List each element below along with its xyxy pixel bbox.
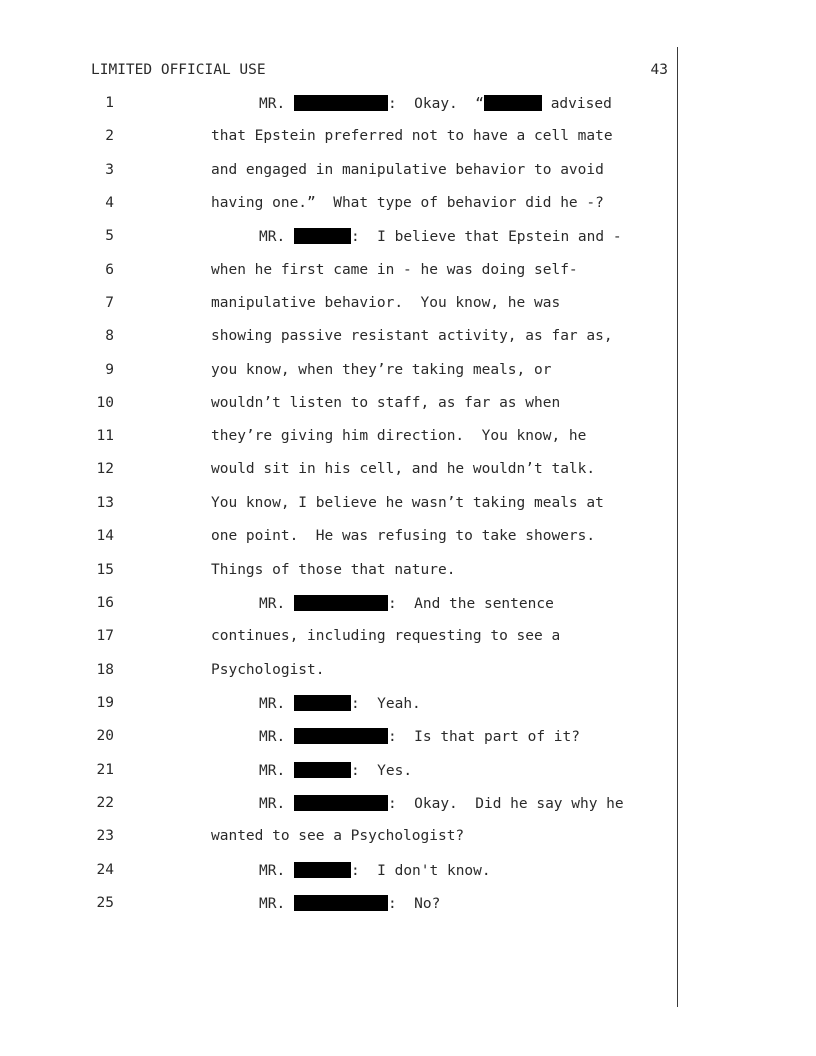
- speaker-prefix: MR.: [259, 796, 286, 812]
- transcript-line-9: [0, 362, 816, 382]
- transcript-line-11: [0, 428, 816, 448]
- line-number: 3: [105, 162, 114, 178]
- line-text: wouldn’t listen to staff, as far as when: [211, 395, 561, 411]
- line-number: 2: [105, 128, 114, 144]
- transcript-line-18: [0, 662, 816, 682]
- line-text-segment: : Yeah.: [350, 696, 421, 712]
- line-text-segment: : Okay. Did he say why he: [387, 796, 624, 812]
- transcript-line-19: [0, 695, 816, 715]
- line-number: 8: [105, 328, 114, 344]
- transcript-line-5: [0, 228, 816, 248]
- transcript-line-17: [0, 628, 816, 648]
- transcript-line-3: [0, 162, 816, 182]
- line-text: you know, when they’re taking meals, or: [211, 362, 552, 378]
- line-number: 14: [96, 528, 114, 544]
- speaker-prefix: MR.: [259, 96, 286, 112]
- redaction-box: [294, 728, 388, 744]
- speaker-prefix: MR.: [259, 596, 286, 612]
- line-text: [259, 895, 440, 912]
- line-text: [259, 95, 612, 112]
- transcript-line-14: [0, 528, 816, 548]
- line-text-segment: : Okay. “: [387, 96, 484, 112]
- transcript-line-15: [0, 562, 816, 582]
- transcript-line-12: [0, 461, 816, 481]
- classification-header: LIMITED OFFICIAL USE: [91, 62, 266, 78]
- speaker-prefix: MR.: [259, 729, 286, 745]
- line-number: 17: [96, 628, 114, 644]
- line-number: 22: [96, 795, 114, 811]
- speaker-prefix: MR.: [259, 863, 286, 879]
- line-text: [259, 695, 421, 712]
- line-text-segment: : And the sentence: [387, 596, 554, 612]
- transcript-line-24: [0, 862, 816, 882]
- line-number: 13: [96, 495, 114, 511]
- page-number: 43: [650, 62, 668, 78]
- transcript-line-8: [0, 328, 816, 348]
- transcript-line-13: [0, 495, 816, 515]
- line-text: that Epstein preferred not to have a cell mate: [211, 128, 613, 144]
- transcript-line-7: [0, 295, 816, 315]
- line-number: 10: [96, 395, 114, 411]
- line-text: one point. He was refusing to take showers.: [211, 528, 596, 544]
- line-number: 9: [105, 362, 114, 378]
- redaction-box: [294, 95, 388, 111]
- line-text: Psychologist.: [211, 662, 325, 678]
- line-number: 1: [105, 95, 114, 111]
- line-number: 6: [105, 262, 114, 278]
- line-text: wanted to see a Psychologist?: [211, 828, 465, 844]
- transcript-line-22: [0, 795, 816, 815]
- line-text: Things of those that nature.: [211, 562, 456, 578]
- redaction-box: [294, 895, 388, 911]
- transcript-line-10: [0, 395, 816, 415]
- transcript-line-21: [0, 762, 816, 782]
- line-number: 7: [105, 295, 114, 311]
- line-text: having one.” What type of behavior did he -?: [211, 195, 604, 211]
- line-text: continues, including requesting to see a: [211, 628, 561, 644]
- line-number: 23: [96, 828, 114, 844]
- line-text: [259, 728, 580, 745]
- redaction-box: [294, 862, 351, 878]
- transcript-line-16: [0, 595, 816, 615]
- line-number: 15: [96, 562, 114, 578]
- redaction-box: [294, 695, 351, 711]
- transcript-line-1: [0, 95, 816, 115]
- line-number: 16: [96, 595, 114, 611]
- redaction-box: [294, 595, 388, 611]
- line-number: 5: [105, 228, 114, 244]
- line-text: [259, 228, 622, 245]
- line-number: 25: [96, 895, 114, 911]
- line-text: You know, I believe he wasn’t taking meals at: [211, 495, 604, 511]
- line-number: 18: [96, 662, 114, 678]
- redaction-box: [484, 95, 542, 111]
- speaker-prefix: MR.: [259, 896, 286, 912]
- line-number: 24: [96, 862, 114, 878]
- line-number: 11: [96, 428, 114, 444]
- line-number: 20: [96, 728, 114, 744]
- line-number: 21: [96, 762, 114, 778]
- transcript-line-4: [0, 195, 816, 215]
- speaker-prefix: MR.: [259, 763, 286, 779]
- speaker-prefix: MR.: [259, 229, 286, 245]
- line-text-segment: : I don't know.: [350, 863, 491, 879]
- transcript-line-25: [0, 895, 816, 915]
- line-text: and engaged in manipulative behavior to avoid: [211, 162, 604, 178]
- line-text-segment: : I believe that Epstein and -: [350, 229, 622, 245]
- speaker-prefix: MR.: [259, 696, 286, 712]
- line-text: they’re giving him direction. You know, he: [211, 428, 587, 444]
- line-text: [259, 595, 554, 612]
- redaction-box: [294, 228, 351, 244]
- line-text: [259, 795, 624, 812]
- redaction-box: [294, 762, 351, 778]
- line-text: when he first came in - he was doing self-: [211, 262, 578, 278]
- line-text: [259, 762, 412, 779]
- line-text: would sit in his cell, and he wouldn’t talk.: [211, 461, 596, 477]
- line-text: [259, 862, 491, 879]
- transcript-line-23: [0, 828, 816, 848]
- redaction-box: [294, 795, 388, 811]
- line-text: manipulative behavior. You know, he was: [211, 295, 561, 311]
- line-text-segment: : Yes.: [350, 763, 413, 779]
- line-number: 4: [105, 195, 114, 211]
- transcript-line-20: [0, 728, 816, 748]
- line-text-segment: advised: [541, 96, 612, 112]
- line-text-segment: : Is that part of it?: [387, 729, 580, 745]
- transcript-line-2: [0, 128, 816, 148]
- transcript-line-6: [0, 262, 816, 282]
- line-number: 19: [96, 695, 114, 711]
- line-number: 12: [96, 461, 114, 477]
- line-text-segment: : No?: [387, 896, 441, 912]
- line-text: showing passive resistant activity, as far as,: [211, 328, 613, 344]
